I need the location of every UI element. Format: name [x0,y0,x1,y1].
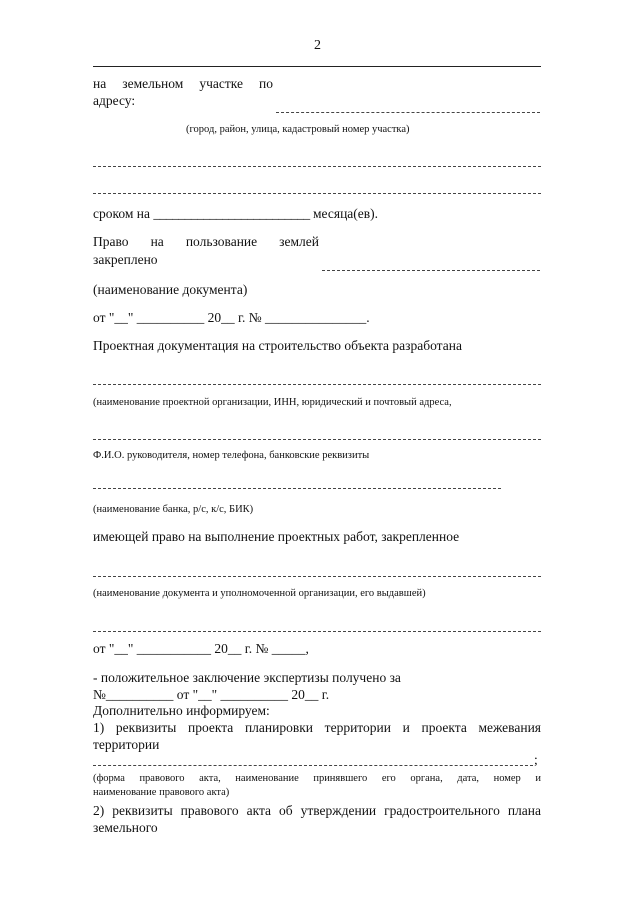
term-prefix: сроком на [93,206,150,221]
term-row [93,206,378,222]
term-suffix: месяца(ев). [313,206,379,221]
land-right-line2: закреплено [93,252,158,267]
additional-item1-caption-2: наименование правового акта) [93,787,230,798]
additional-item1-input-line[interactable] [93,765,533,766]
land-right-word-4: землей [279,234,319,249]
additional-item2-line1: 2) реквизиты правового акта об утверждении градостроительного плана [93,803,541,818]
project-doc-line-2[interactable] [93,439,541,440]
additional-item2-line2: земельного [93,820,158,835]
land-right-word-1: Право [93,234,129,249]
project-doc-line-3[interactable] [93,488,501,489]
project-doc-caption-3: (наименование банка, р/с, к/с, БИК) [93,504,254,515]
additional-item1-caption-1: (форма правового акта, наименование принявшего его органа, дата, номер и [93,773,541,784]
address-line-3[interactable] [93,193,541,194]
land-right-input-line[interactable] [322,270,540,271]
page-number: 2 [314,38,321,53]
term-blank[interactable]: _________________________ [153,206,310,221]
address-label [93,76,273,92]
expertise-line-2[interactable]: №__________ от "__" __________ 20__ г. [93,687,330,702]
land-right-date-line[interactable]: от "__" __________ 20__ г. № _______________. [93,310,370,325]
land-right-label [93,234,319,250]
right-to-work-date-line[interactable]: от "__" ___________ 20__ г. № _____, [93,641,309,656]
address-word-1: на [93,76,107,91]
address-line-2[interactable] [93,166,541,167]
additional-item1-line1: 1) реквизиты проекта планировки территории и проекта межевания [93,720,541,735]
address-input-line[interactable] [276,112,540,113]
land-right-word-3: пользование [185,234,258,249]
right-to-work-line[interactable] [93,576,541,577]
additional-item1-line2: территории [93,737,160,752]
right-to-work-text: имеющей право на выполнение проектных работ, закрепленное [93,529,460,544]
expertise-line-1: - положительное заключение экспертизы получено за [93,670,401,685]
address-word-2: земельном [122,76,184,91]
land-right-doc-name: (наименование документа) [93,282,248,297]
project-doc-line-1[interactable] [93,384,541,385]
additional-heading: Дополнительно информируем: [93,703,270,718]
project-doc-caption-2: Ф.И.О. руководителя, номер телефона, банковские реквизиты [93,450,370,461]
land-right-word-2: на [150,234,164,249]
address-caption: (город, район, улица, кадастровый номер участка) [186,124,410,135]
top-rule [93,66,541,67]
address-label-line2: адресу: [93,93,136,108]
additional-item1-end: ; [534,752,538,767]
project-doc-text: Проектная документация на строительство объекта разработана [93,338,462,353]
address-word-4: по [259,76,273,91]
right-to-work-line-2[interactable] [93,631,541,632]
address-word-3: участке [199,76,243,91]
project-doc-caption-1: (наименование проектной организации, ИНН, юридический и почтовый адреса, [93,397,452,408]
right-to-work-caption: (наименование документа и уполномоченной организации, его выдавшей) [93,588,426,599]
